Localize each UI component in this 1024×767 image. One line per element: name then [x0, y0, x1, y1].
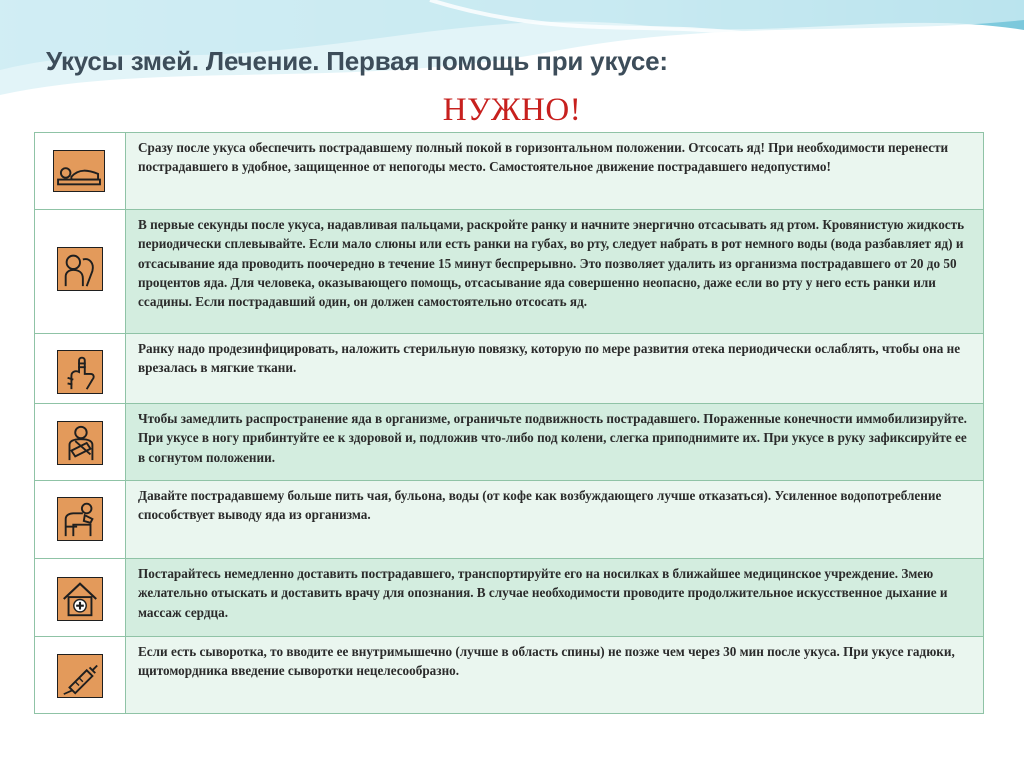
bandaged-finger-icon	[57, 350, 103, 394]
table-row	[35, 404, 984, 481]
person-drinking-icon	[57, 497, 103, 541]
table-row	[35, 133, 984, 210]
icon-cell	[35, 133, 126, 210]
table-row	[35, 210, 984, 334]
person-sucking-wound-icon	[57, 247, 103, 291]
row-text: Постарайтесь немедленно доставить пострадавшего, транспортируйте его на носилках в ближайшее медицинское учреждение. Змею желательно отыскать и доставить врачу для опознания. В случае необходимости проводите продолжительное искусственное дыхание и массаж сердца.	[126, 559, 984, 637]
person-lying-icon	[53, 150, 105, 192]
icon-cell	[35, 559, 126, 637]
row-text: В первые секунды после укуса, надавливая пальцами, раскройте ранку и начните энергично отсасывать яд ртом. Кровянистую жидкость периодически сплевывайте. Если мало слюны или есть ранки на губах, во рту, следует набрать в рот немного воды (вода разбавляет яд) и отсасывание яда проводить поочередно в течение 15 минут беспрерывно. Это позволяет удалить из организма пострадавшего от 20 до 50 процентов яда. Для человека, оказывающего помощь, отсасывание яда совершенно неопасно, даже если во рту у него есть ранки или ссадины. Если пострадавший один, он должен самостоятельно отсосать яд.	[126, 210, 984, 334]
row-text: Чтобы замедлить распространение яда в организме, ограничьте подвижность пострадавшего. Пораженные конечности иммобилизируйте. При укусе в ногу прибинтуйте ее к здоровой и, подложив что-либо под колени, слегка приподнимите их. При укусе в руку зафиксируйте ее в согнутом положении.	[126, 404, 984, 481]
icon-cell	[35, 637, 126, 714]
table-row	[35, 334, 984, 404]
row-text: Если есть сыворотка, то вводите ее внутримышечно (лучше в область спины) не позже чем через 30 мин после укуса. При укусе гадюки, щитомордника введение сыворотки нецелесообразно.	[126, 637, 984, 714]
row-text: Сразу после укуса обеспечить пострадавшему полный покой в горизонтальном положении. Отсосать яд! При необходимости перенести пострадавшего в удобное, защищенное от непогоды место. Самостоятельное движение пострадавшего недопустимо!	[126, 133, 984, 210]
first-aid-table	[34, 132, 984, 714]
row-text: Давайте пострадавшему больше пить чая, бульона, воды (от кофе как возбуждающего лучше отказаться). Усиленное водопотребление способствует выводу яда из организма.	[126, 481, 984, 559]
icon-cell	[35, 210, 126, 334]
table-row	[35, 637, 984, 714]
page-subtitle: НУЖНО!	[442, 92, 582, 128]
syringe-icon	[57, 654, 103, 698]
table-row	[35, 559, 984, 637]
hospital-icon	[57, 577, 103, 621]
row-text: Ранку надо продезинфицировать, наложить стерильную повязку, которую по мере развития отека периодически ослаблять, чтобы она не врезалась в мягкие ткани.	[126, 334, 984, 404]
icon-cell	[35, 481, 126, 559]
arm-sling-icon	[57, 421, 103, 465]
icon-cell	[35, 334, 126, 404]
table-row	[35, 481, 984, 559]
icon-cell	[35, 404, 126, 481]
page-title: Укусы змей. Лечение. Первая помощь при укусе:	[46, 46, 668, 76]
